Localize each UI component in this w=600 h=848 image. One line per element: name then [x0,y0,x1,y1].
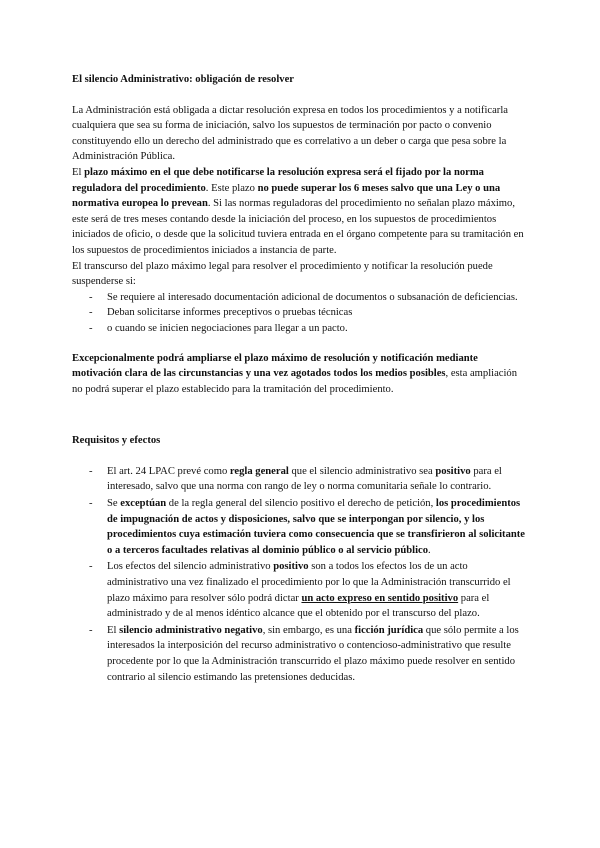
bold-run: positivo [273,561,309,573]
suspension-list [72,290,528,337]
list-item-text: Se requiere al interesado documentación adicional de documentos o subsanación de deficiencias. [107,291,518,303]
list-item [72,623,528,685]
paragraph-suspension: El transcurso del plazo máximo legal para resolver el procedimiento y notificar la resolución puede suspenderse si: [72,260,493,288]
document-body [72,72,528,686]
requisitos-list [72,464,528,685]
list-item [72,321,528,337]
text-run: . Si las normas reguladoras del procedimiento no señalan plazo máximo, este será de tres meses contando desde la iniciación del proceso, en los supuestos de procedimientos iniciados de oficio, o desde que la solicitud tuviera entrada en el órgano competente para su tramitación en los supuestos de procedimientos iniciados a instancia de parte. [72,198,524,256]
dash-marker: - [89,291,93,303]
bold-run: no puede superar los 6 meses salvo que una Ley o una normativa europea lo prevean [72,182,501,210]
text-run: Se [107,498,121,510]
text-run: El art. 24 LPAC prevé como [107,465,230,477]
text-run: que sólo permite a los interesados la interposición del recurso administrativo o contencioso-administrativo que resulte procedente por lo que la Administración transcurrido el plazo máximo puede resolver en sentido contrario al silencio estimando las pretensiones deducidas. [107,624,519,683]
section-title-requisitos: Requisitos y efectos [72,435,161,447]
text-run: , esta ampliación no podrá superar el plazo establecido para la tramitación del procedimiento. [72,368,518,395]
text-run: . Este plazo [205,182,258,194]
text-run: para el interesado, salvo que una norma con rango de ley o norma comunitaria señale lo contrario. [107,465,502,493]
list-item [72,496,528,558]
text-run: que el silencio administrativo sea [288,465,436,477]
paragraph-ampliacion [72,351,528,398]
bold-run: regla general [229,465,289,477]
bold-run: positivo [435,465,471,477]
list-item-text: Deban solicitarse informes preceptivos o pruebas técnicas [107,307,353,319]
text-run: de la regla general del silencio positivo el derecho de petición, [166,498,436,510]
dash-marker: - [89,498,93,510]
bold-run: plazo máximo en el que debe notificarse la resolución expresa será el fijado por la norma reguladora del procedimiento [72,166,484,194]
dash-marker: - [89,465,93,477]
list-item [72,305,528,321]
list-item-text: o cuando se inicien negociaciones para llegar a un pacto. [107,322,348,334]
dash-marker: - [89,561,93,573]
text-run: . [428,544,431,556]
text-run: Los efectos del silencio administrativo [107,561,274,573]
list-item [72,559,528,621]
list-item [72,290,528,306]
bold-run: silencio administrativo negativo [119,624,263,636]
dash-marker: - [89,307,93,319]
bold-underlined-run: un acto expreso en sentido positivo [301,592,459,604]
section-title-silencio: El silencio Administrativo: obligación de resolver [72,74,294,85]
text-run: El [107,624,120,636]
bold-run: Excepcionalmente podrá ampliarse el plazo máximo de resolución y notificación mediante motivación clara de las circunstancias y una vez agotados todos los medios posibles [72,352,478,380]
dash-marker: - [89,624,93,636]
text-run: , sin embargo, es una [262,624,355,636]
bold-run: exceptúan [120,498,167,510]
text-run: El [72,166,85,178]
text-run: son a todos los efectos los de un acto administrativo una vez finalizado el procedimiento por lo que la Administración transcurrido el plazo máximo para resolver sólo podrá dictar [107,561,511,604]
list-item [72,464,528,495]
text-run: para el administrado y de al menos idéntico alcance que el obtenido por el transcurso del plazo. [107,592,490,620]
paragraph-plazo-maximo [72,165,528,259]
paragraph-obligacion: La Administración está obligada a dictar resolución expresa en todos los procedimientos y a notificarla cualquiera que sea su forma de iniciación, salvo los supuestos de terminación por pacto o convenio constituyendo ello un derecho del administrado que es correlativo a un deber o carga que pesa sobre la Administración Pública. [72,104,508,163]
bold-run: los procedimientos de impugnación de actos y disposiciones, salvo que se interpongan por silencio, y los procedimientos cuya estimación tuviera como consecuencia que se transfirieron al solicitante o a terceros facultades relativas al dominio público o al servicio público [107,498,526,556]
bold-run: ficción jurídica [354,624,424,636]
dash-marker: - [89,322,93,334]
